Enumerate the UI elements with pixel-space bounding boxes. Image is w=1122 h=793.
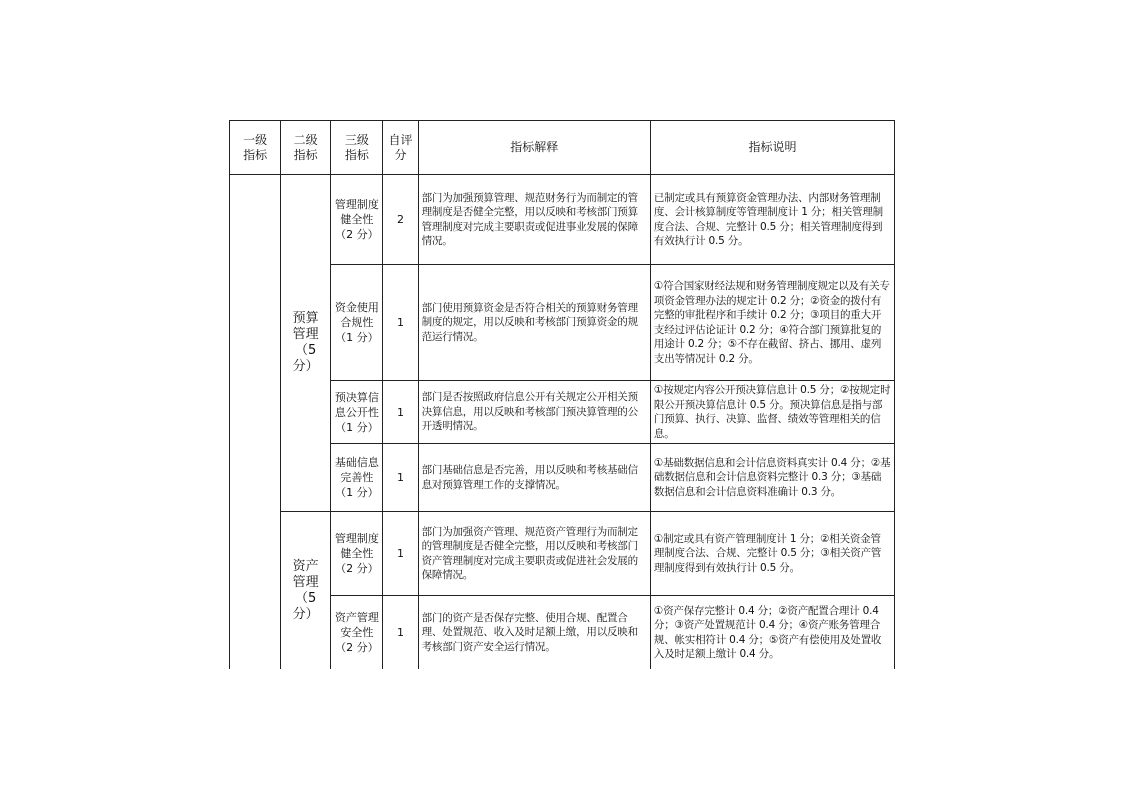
score-cell: 1 — [383, 265, 418, 381]
explanation-cell: 部门为加强资产管理、规范资产管理行为而制定的管理制度是否健全完整，用以反映和考核部门资产管理制度对完成主要职责或促进社会发展的保障情况。 — [418, 512, 650, 596]
level3-cell: 管理制度 健全性 （2 分） — [331, 512, 383, 596]
header-level2: 二级 指标 — [281, 121, 331, 175]
level3-cell: 基础信息 完善性 （1 分） — [331, 444, 383, 512]
explanation-cell: 部门为加强预算管理、规范财务行为而制定的管理制度是否健全完整，用以反映和考核部门预算管理制度对完成主要职责或促进事业发展的保障情况。 — [418, 175, 650, 265]
description-cell: ①符合国家财经法规和财务管理制度规定以及有关专项资金管理办法的规定计 0.2 分；②资金的拨付有完整的审批程序和手续计 0.2 分；③项目的重大开支经过评估论证计 0.2 分；④符合部门预算批复的用途计 0.2 分；⑤不存在截留、挤占、挪用、虚列支出等情况计 0.2 分。 — [650, 265, 894, 381]
explanation-cell: 部门是否按照政府信息公开有关规定公开相关预决算信息，用以反映和考核部门预决算管理的公开透明情况。 — [418, 381, 650, 444]
description-cell: ①制定或具有资产管理制度计 1 分；②相关资金管理制度合法、合规、完整计 0.5 分；③相关资产管理制度得到有效执行计 0.5 分。 — [650, 512, 894, 596]
header-level1: 一级 指标 — [230, 121, 281, 175]
level3-cell: 管理制度 健全性 （2 分） — [331, 175, 383, 265]
description-cell: ①资产保存完整计 0.4 分；②资产配置合理计 0.4 分；③资产处置规范计 0.4 分；④资产账务管理合规、帐实相符计 0.4 分；⑤资产有偿使用及处置收入及时足额上缴计 0.4 分。 — [650, 596, 894, 670]
level3-cell: 资金使用 合规性 （1 分） — [331, 265, 383, 381]
score-cell: 2 — [383, 175, 418, 265]
score-cell: 1 — [383, 512, 418, 596]
explanation-cell: 部门基础信息是否完善，用以反映和考核基础信息对预算管理工作的支撑情况。 — [418, 444, 650, 512]
level1-cell — [230, 175, 281, 670]
header-self-score: 自评 分 — [383, 121, 418, 175]
table-row — [230, 175, 895, 265]
table-row — [230, 512, 895, 596]
description-cell: ①按规定内容公开预决算信息计 0.5 分；②按规定时限公开预决算信息计 0.5 分。预决算信息是指与部门预算、执行、决算、监督、绩效等管理相关的信息。 — [650, 381, 894, 444]
performance-indicator-table — [229, 120, 895, 669]
header-level3: 三级 指标 — [331, 121, 383, 175]
level2-cell-asset: 资产 管理 （5 分） — [281, 512, 331, 670]
header-explanation: 指标解释 — [418, 121, 650, 175]
evaluation-sheet — [229, 120, 895, 669]
description-cell: 已制定或具有预算资金管理办法、内部财务管理制度、会计核算制度等管理制度计 1 分；相关管理制度合法、合规、完整计 0.5 分；相关管理制度得到有效执行计 0.5 分。 — [650, 175, 894, 265]
level2-cell-budget: 预算 管理 （5 分） — [281, 175, 331, 512]
level3-cell: 预决算信 息公开性 （1 分） — [331, 381, 383, 444]
description-cell: ①基础数据信息和会计信息资料真实计 0.4 分；②基础数据信息和会计信息资料完整计 0.3 分；③基础数据信息和会计信息资料准确计 0.3 分。 — [650, 444, 894, 512]
score-cell: 1 — [383, 444, 418, 512]
header-description: 指标说明 — [650, 121, 894, 175]
header-row — [230, 121, 895, 175]
score-cell: 1 — [383, 596, 418, 670]
score-cell: 1 — [383, 381, 418, 444]
explanation-cell: 部门的资产是否保存完整、使用合规、配置合理、处置规范、收入及时足额上缴，用以反映和考核部门资产安全运行情况。 — [418, 596, 650, 670]
explanation-cell: 部门使用预算资金是否符合相关的预算财务管理制度的规定，用以反映和考核部门预算资金的规范运行情况。 — [418, 265, 650, 381]
level3-cell: 资产管理 安全性 （2 分） — [331, 596, 383, 670]
